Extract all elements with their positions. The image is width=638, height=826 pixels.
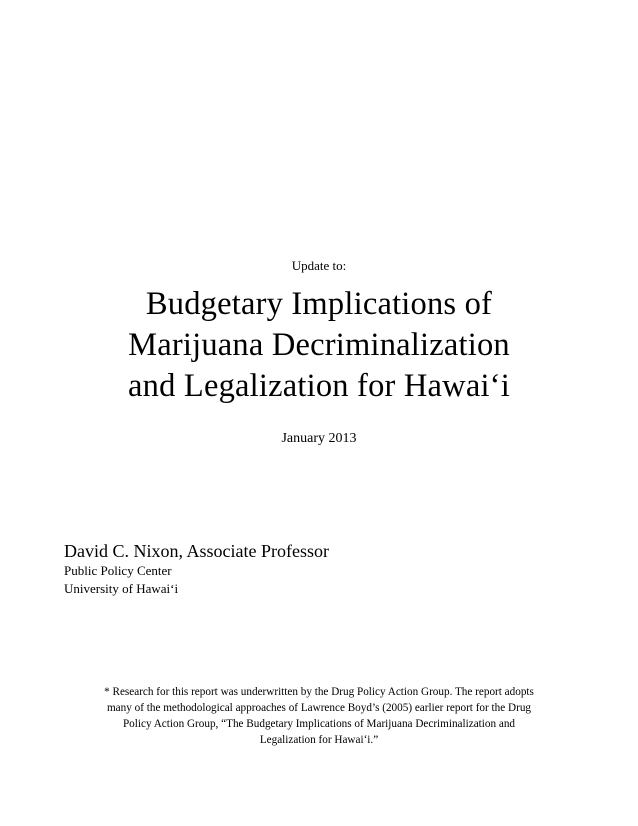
footnote-line-4: Legalization for Hawai‘i.” [259, 734, 379, 746]
title-line-2: Marijuana Decriminalization [128, 327, 510, 363]
affiliation-line-1: Public Policy Center [64, 563, 172, 578]
footnote-line-3: Policy Action Group, “The Budgetary Implications of Marijuana Decriminalization and [122, 718, 516, 730]
author-name: David C. Nixon, Associate Professor [64, 541, 329, 561]
footnote-line-2: many of the methodological approaches of Lawrence Boyd’s (2005) earlier report for the Drug [106, 702, 532, 714]
author-block [64, 540, 329, 598]
publication-date: January 2013 [281, 431, 357, 446]
affiliation-line-2: University of Hawai‘i [64, 581, 179, 596]
document-title [0, 284, 638, 407]
research-footnote [62, 684, 576, 748]
footnote-line-1: * Research for this report was underwritten by the Drug Policy Action Group. The report adopts [104, 686, 534, 698]
title-line-1: Budgetary Implications of [145, 286, 493, 322]
update-label: Update to: [291, 258, 347, 273]
title-line-3: and Legalization for Hawai‘i [128, 368, 510, 404]
